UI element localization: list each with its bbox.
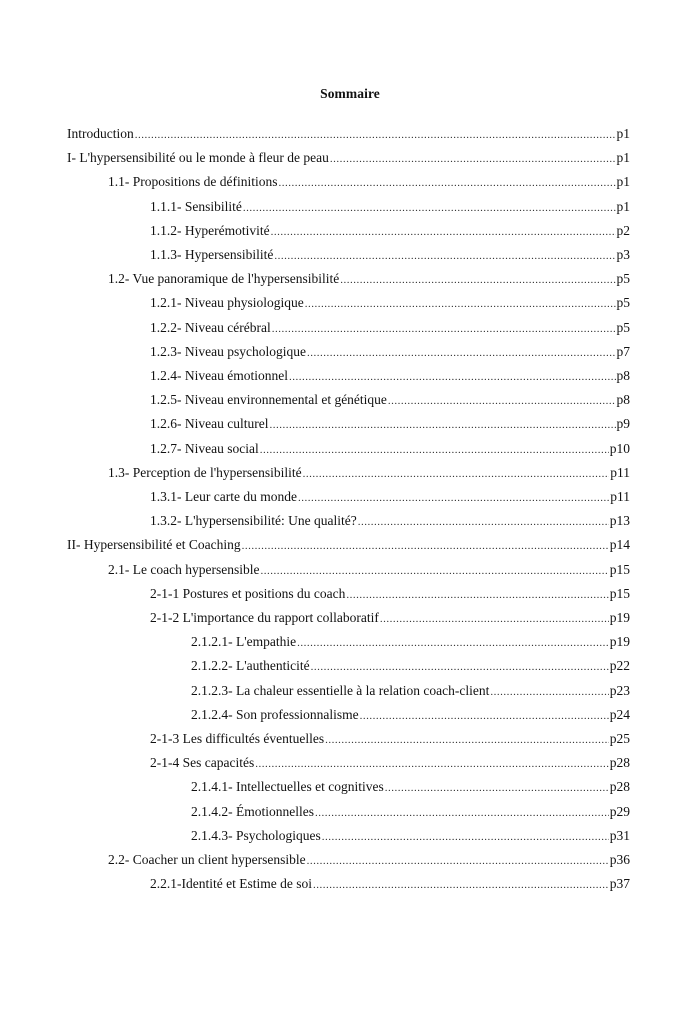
toc-entry-label: 1.1.3- Hypersensibilité xyxy=(150,247,274,262)
toc-entry-label: 1.2.5- Niveau environnemental et génétique xyxy=(150,392,387,408)
toc-entry-label: 2-1-4 Ses capacités xyxy=(150,755,255,771)
toc-entry xyxy=(191,681,630,701)
toc-entry-page: p1 xyxy=(616,198,630,214)
toc-entry-page: p19 xyxy=(609,610,630,625)
toc-entry xyxy=(150,342,630,362)
toc-entry-page: p2 xyxy=(616,222,630,238)
toc-entry-page: p15 xyxy=(609,561,630,577)
toc-dot-leader xyxy=(243,198,616,218)
toc-entry-page: p7 xyxy=(616,343,630,359)
toc-dot-leader xyxy=(260,561,608,581)
toc-entry xyxy=(108,269,630,289)
toc-dot-leader xyxy=(385,778,609,798)
toc-dot-leader xyxy=(305,294,616,314)
toc-entry xyxy=(150,366,630,386)
toc-entry xyxy=(150,318,630,338)
toc-dot-leader xyxy=(255,754,609,774)
toc-entry xyxy=(67,148,630,168)
toc-entry xyxy=(150,753,630,773)
toc-entry xyxy=(150,487,630,507)
toc-entry xyxy=(191,632,630,652)
toc-entry-page: p28 xyxy=(609,779,630,795)
toc-entry xyxy=(150,245,630,265)
toc-entry-page: p8 xyxy=(616,392,630,408)
toc-entry-label: 1.2.6- Niveau culturel xyxy=(150,416,269,432)
toc-entry-page: p9 xyxy=(616,416,630,432)
toc-entry xyxy=(191,777,630,797)
toc-entry-page: p19 xyxy=(609,634,630,650)
toc-entry-label: 2.1.2.3- La chaleur essentielle à la relation coach-client xyxy=(191,682,490,698)
toc-entry-page: p15 xyxy=(609,585,630,601)
toc-dot-leader xyxy=(346,585,608,605)
toc-entry-page: p24 xyxy=(609,706,630,722)
toc-entry xyxy=(191,656,630,676)
toc-dot-leader xyxy=(279,173,616,193)
toc-entry xyxy=(150,874,630,894)
toc-entry-label: 2-1-3 Les difficultés éventuelles xyxy=(150,731,325,746)
toc-entry-label: 2.1.2.2- L'authenticité xyxy=(191,658,310,674)
toc-dot-leader xyxy=(388,391,616,411)
toc-entry-label: 2.1.2.1- L'empathie xyxy=(191,634,297,650)
toc-entry-page: p28 xyxy=(609,755,630,771)
toc-entry-page: p13 xyxy=(609,513,630,529)
toc-entry-label: 2.2- Coacher un client hypersensible xyxy=(108,852,306,867)
toc-entry-page: p37 xyxy=(609,876,630,892)
toc-entry-page: p5 xyxy=(616,271,630,287)
toc-entry-page: p1 xyxy=(616,126,630,141)
toc-dot-leader xyxy=(242,536,609,556)
toc-dot-leader xyxy=(340,270,615,290)
toc-dot-leader xyxy=(307,851,609,871)
toc-entry-label: 2.1.4.2- Émotionnelles xyxy=(191,803,314,819)
toc-dot-leader xyxy=(269,415,615,435)
toc-dot-leader xyxy=(322,827,609,847)
toc-dot-leader xyxy=(380,609,609,629)
toc-entry-label: 2.1- Le coach hypersensible xyxy=(108,561,260,577)
toc-entry-label: 2.1.4.3- Psychologiques xyxy=(191,827,321,843)
toc-entry-page: p1 xyxy=(616,150,630,166)
toc-entry xyxy=(150,608,630,628)
toc-entry-page: p3 xyxy=(616,247,630,262)
toc-dot-leader xyxy=(490,682,608,702)
toc-entry xyxy=(67,124,630,144)
toc-dot-leader xyxy=(260,440,609,460)
toc-entry xyxy=(191,705,630,725)
toc-entry-label: 2.2.1-Identité et Estime de soi xyxy=(150,876,312,892)
toc-entry-label: 1.2.3- Niveau psychologique xyxy=(150,343,306,359)
toc-entry xyxy=(108,850,630,870)
toc-entry-label: 1.1- Propositions de définitions xyxy=(108,174,278,190)
toc-entry xyxy=(108,463,630,483)
toc-dot-leader xyxy=(311,657,609,677)
toc-entry-label: 1.2.4- Niveau émotionnel xyxy=(150,368,288,383)
toc-entry-page: p14 xyxy=(609,537,630,553)
toc-entry-page: p29 xyxy=(609,803,630,819)
toc-dot-leader xyxy=(325,730,609,750)
toc-entry-page: p23 xyxy=(609,682,630,698)
toc-entry xyxy=(108,560,630,580)
toc-entry-label: 2-1-1 Postures et positions du coach xyxy=(150,585,346,601)
toc-entry-page: p5 xyxy=(616,295,630,311)
toc-entry xyxy=(108,172,630,192)
toc-entry-label: 1.2.7- Niveau social xyxy=(150,440,259,456)
toc-entry-label: II- Hypersensibilité et Coaching xyxy=(67,537,241,553)
toc-entry-label: 1.1.2- Hyperémotivité xyxy=(150,222,270,238)
toc-entry xyxy=(150,511,630,531)
toc-dot-leader xyxy=(358,512,609,532)
toc-entry-page: p36 xyxy=(609,852,630,867)
toc-entry-label: 2.1.4.1- Intellectuelles et cognitives xyxy=(191,779,384,795)
toc-dot-leader xyxy=(271,222,616,242)
toc-dot-leader xyxy=(135,125,616,145)
toc-dot-leader xyxy=(303,464,610,484)
toc-entry xyxy=(150,729,630,749)
toc-entry xyxy=(191,802,630,822)
toc-entry xyxy=(150,390,630,410)
toc-dot-leader xyxy=(315,803,609,823)
toc-dot-leader xyxy=(289,367,616,387)
toc-dot-leader xyxy=(360,706,609,726)
toc-entry xyxy=(150,197,630,217)
toc-dot-leader xyxy=(298,488,609,508)
toc-entry xyxy=(67,535,630,555)
toc-entry-label: 1.3- Perception de l'hypersensibilité xyxy=(108,464,302,480)
toc-entry-label: 1.3.2- L'hypersensibilité: Une qualité? xyxy=(150,513,357,529)
toc-entry xyxy=(150,439,630,459)
toc-entry xyxy=(150,293,630,313)
toc-entry-page: p1 xyxy=(616,174,630,190)
toc-entry-page: p10 xyxy=(609,440,630,456)
toc-dot-leader xyxy=(297,633,609,653)
page-title: Sommaire xyxy=(320,86,380,101)
toc-entry-label: 1.2.2- Niveau cérébral xyxy=(150,319,271,335)
toc-entry-label: 1.1.1- Sensibilité xyxy=(150,198,242,214)
toc-entry-page: p11 xyxy=(610,464,630,480)
toc-entry-page: p11 xyxy=(610,489,630,504)
toc-entry-page: p31 xyxy=(609,827,630,843)
toc-dot-leader xyxy=(272,319,616,339)
toc-entry-label: 2.1.2.4- Son professionnalisme xyxy=(191,706,359,722)
toc-entry xyxy=(150,414,630,434)
toc-entry-label: 1.3.1- Leur carte du monde xyxy=(150,489,297,504)
toc-entry-label: 1.2- Vue panoramique de l'hypersensibilité xyxy=(108,271,340,287)
toc-dot-leader xyxy=(274,246,615,266)
toc-entry xyxy=(191,826,630,846)
toc-entry xyxy=(150,221,630,241)
toc-entry-page: p5 xyxy=(616,319,630,335)
toc-entry-label: Introduction xyxy=(67,126,134,141)
toc-entry-label: I- L'hypersensibilité ou le monde à fleur de peau xyxy=(67,150,329,166)
toc-entry-page: p8 xyxy=(616,368,630,383)
toc-dot-leader xyxy=(307,343,616,363)
toc-entry-page: p25 xyxy=(609,731,630,746)
toc-entry-label: 2-1-2 L'importance du rapport collaboratif xyxy=(150,610,379,625)
toc-dot-leader xyxy=(330,149,616,169)
toc-entry xyxy=(150,584,630,604)
toc-entry-page: p22 xyxy=(609,658,630,674)
toc-entry-label: 1.2.1- Niveau physiologique xyxy=(150,295,304,311)
toc-dot-leader xyxy=(313,875,609,895)
